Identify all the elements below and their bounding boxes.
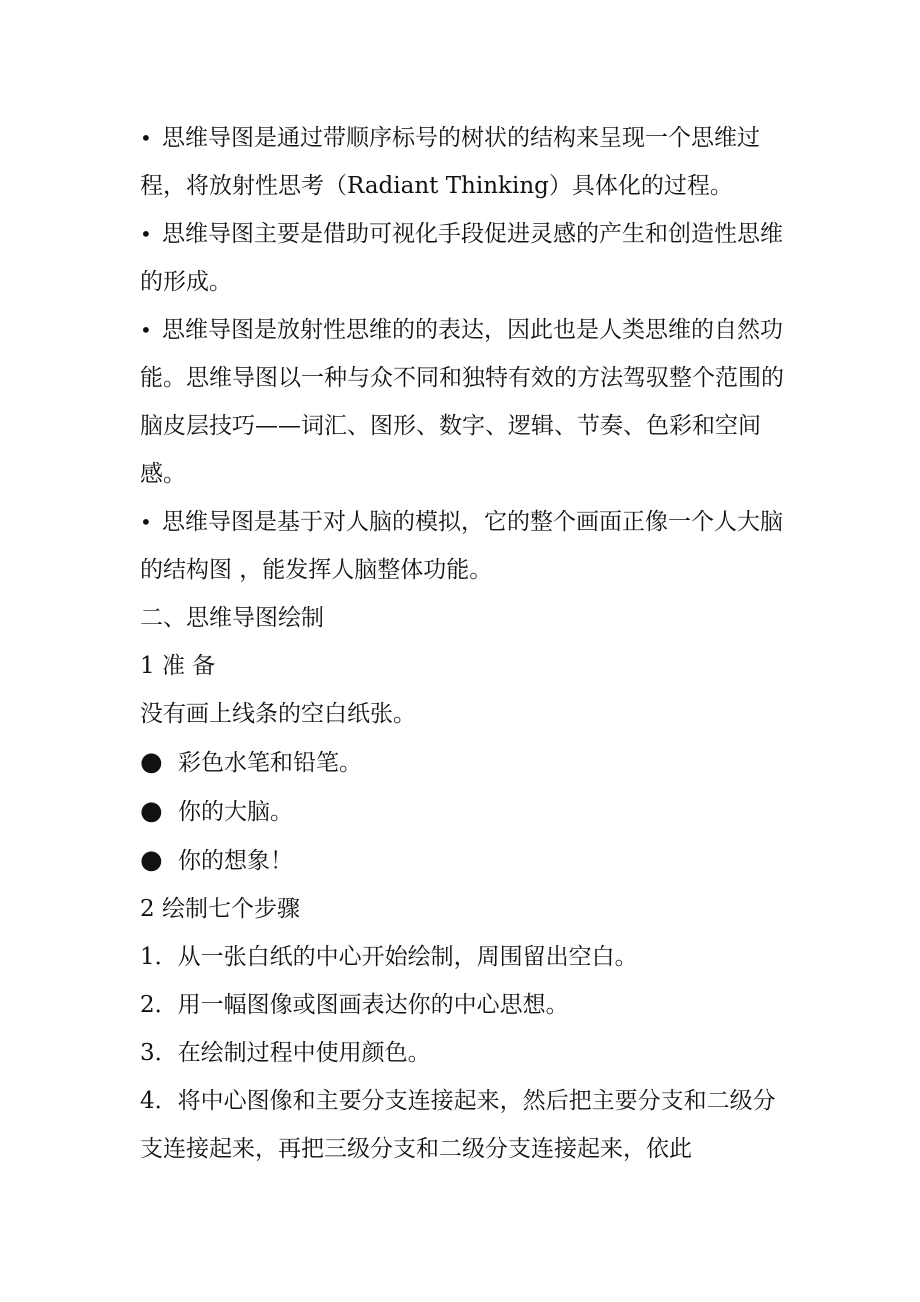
step-4: 4．将中心图像和主要分支连接起来，然后把主要分支和二级分支连接起来，再把三级分支和二级分支连接起来，依此	[140, 1088, 776, 1162]
prep-item-1	[140, 738, 790, 787]
prep-intro: 没有画上线条的空白纸张。	[140, 701, 416, 727]
document-body	[140, 114, 790, 1173]
step-2: 2．用一幅图像或图画表达你的中心思想。	[140, 992, 569, 1018]
prep-item-text: 彩色水笔和铅笔。	[178, 750, 362, 776]
filled-circle-icon: ●	[140, 747, 163, 777]
prep-item-text: 你的大脑。	[178, 799, 293, 825]
bullet-text: 思维导图主要是借助可视化手段促进灵感的产生和创造性思维的形成。	[140, 221, 783, 295]
bullet-text: 思维导图是放射性思维的的表达，因此也是人类思维的自然功能。思维导图以一种与众不同和独特有效的方法驾驭整个范围的脑皮层技巧——词汇、图形、数字、逻辑、节奏、色彩和空间感。	[140, 317, 784, 487]
steps-heading: 2 绘制七个步骤	[140, 896, 300, 922]
prep-item-3	[140, 836, 790, 885]
bullet-marker: •	[140, 126, 152, 150]
bullet-marker: •	[140, 222, 152, 246]
bullet-paragraph-2	[140, 210, 790, 306]
filled-circle-icon: ●	[140, 845, 163, 875]
bullet-paragraph-1	[140, 114, 790, 210]
prep-item-text: 你的想象！	[178, 848, 293, 874]
bullet-text: 思维导图是通过带顺序标号的树状的结构来呈现一个思维过程，将放射性思考（Radiant Thinking）具体化的过程。	[140, 125, 760, 199]
bullet-text: 思维导图是基于对人脑的模拟，它的整个画面正像一个人大脑的结构图 ，能发挥人脑整体功能。	[140, 509, 783, 583]
bullet-paragraph-3	[140, 306, 790, 498]
prep-heading: 1 准 备	[140, 653, 216, 679]
step-3: 3．在绘制过程中使用颜色。	[140, 1040, 431, 1066]
filled-circle-icon: ●	[140, 796, 163, 826]
step-1: 1．从一张白纸的中心开始绘制，周围留出空白。	[140, 944, 638, 970]
bullet-paragraph-4	[140, 498, 790, 594]
section-heading: 二、思维导图绘制	[140, 605, 324, 631]
bullet-marker: •	[140, 510, 152, 534]
bullet-marker: •	[140, 318, 152, 342]
prep-item-2	[140, 787, 790, 836]
